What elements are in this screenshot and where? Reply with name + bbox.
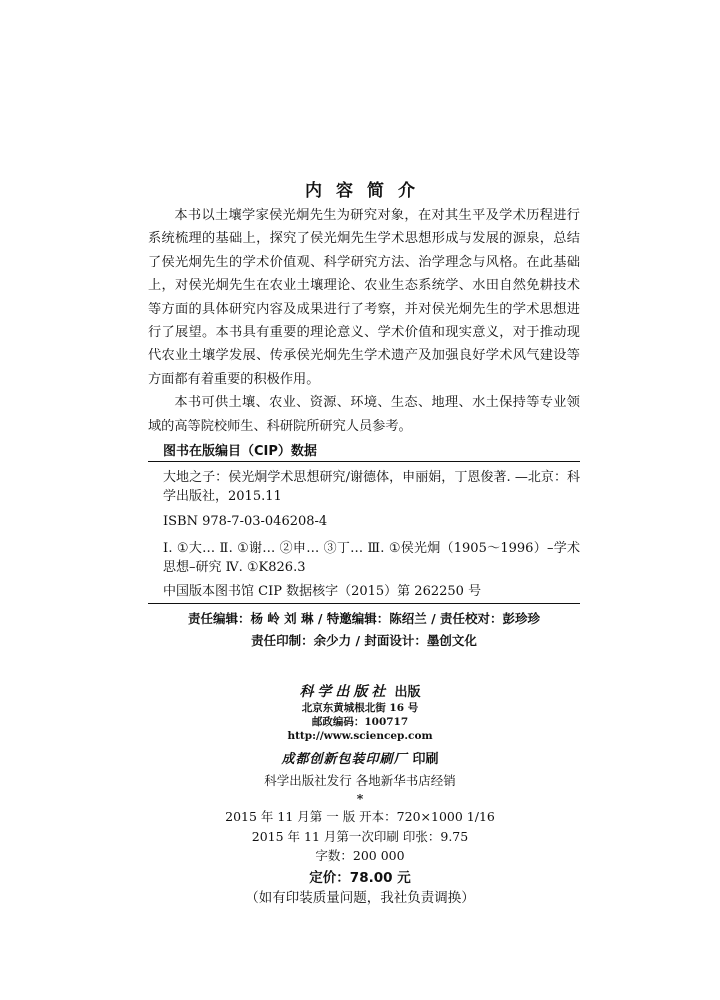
editor-credits xyxy=(148,608,580,652)
summary-title: 内容简介 xyxy=(305,181,429,201)
publisher-suffix: 出版 xyxy=(394,685,421,700)
cip-heading: 图书在版编目（CIP）数据 xyxy=(163,444,317,459)
cip-subjects-text: Ⅰ. ①大… Ⅱ. ①谢… ②申… ③丁… Ⅲ. ①侯光炯（1905～1996）–学术思想–研究 Ⅳ. ①K826.3 xyxy=(163,541,580,575)
summary-paragraph: 本书以土壤学家侯光炯先生为研究对象，在对其生平及学术历程进行系统梳理的基础上，探究了侯光炯先生学术思想形成与发展的源泉，总结了侯光炯先生的学术价值观、科学研究方法、治学理念与风格。在此基础上，对侯光炯先生在农业土壤理论、农业生态系统学、水田自然免耕技术等方面的具体研究内容及成果进行了考察，并对侯光炯先生的学术思想进行了展望。本书具有重要的理论意义、学术价值和现实意义，对于推动现代农业土壤学发展、传承侯光炯先生学术遗产及加强良好学术风气建设等方面都有着重要的积极作用。 xyxy=(148,208,580,387)
editor-credits-line: 责任印制：余少力 / 封面设计：墨创文化 xyxy=(251,633,477,648)
cip-bottom-rule xyxy=(148,603,580,604)
cip-citation xyxy=(163,468,580,506)
edition-line: 2015 年 11 月第 一 版 开本：720×1000 1/16 xyxy=(225,809,495,824)
publisher-line xyxy=(0,681,720,701)
printer-suffix: 印刷 xyxy=(412,752,439,767)
publisher-website: http://www.sciencep.com xyxy=(287,730,433,742)
publisher-address: 北京东黄城根北街 16 号 xyxy=(301,702,419,714)
cip-verification xyxy=(163,582,580,601)
cip-citation-text: 大地之子：侯光炯学术思想研究/谢德体，申丽娟，丁恩俊著. —北京：科学出版社，2015.11 xyxy=(163,470,580,504)
publisher-name: 科学出版社 xyxy=(299,684,390,700)
cip-subjects xyxy=(163,539,580,577)
editor-credits-line: 责任编辑：杨 岭 刘 琳 / 特邀编辑：陈绍兰 / 责任校对：彭珍珍 xyxy=(187,611,541,626)
price: 定价：78.00 元 xyxy=(309,870,411,886)
summary-paragraph: 本书可供土壤、农业、资源、环境、生态、地理、水土保持等专业领域的高等院校师生、科研院所研究人员参考。 xyxy=(148,395,580,434)
summary-text xyxy=(148,204,580,438)
word-count: 字数：200 000 xyxy=(315,848,405,863)
separator-star: * xyxy=(356,791,364,806)
printing-line: 2015 年 11 月第一次印刷 印张：9.75 xyxy=(251,829,469,844)
publisher-postcode: 邮政编码：100717 xyxy=(311,716,409,728)
cip-verification-text: 中国版本图书馆 CIP 数据核字（2015）第 262250 号 xyxy=(163,584,482,599)
cip-isbn-text: ISBN 978-7-03-046208-4 xyxy=(163,514,328,529)
cip-isbn xyxy=(163,512,580,531)
return-notice: （如有印装质量问题，我社负责调换） xyxy=(245,890,475,906)
printer-line xyxy=(0,748,720,767)
distribution-line: 科学出版社发行 各地新华书店经销 xyxy=(264,773,456,788)
printer-name: 成都创新包装印刷厂 xyxy=(281,752,408,767)
cip-top-rule xyxy=(148,461,580,462)
